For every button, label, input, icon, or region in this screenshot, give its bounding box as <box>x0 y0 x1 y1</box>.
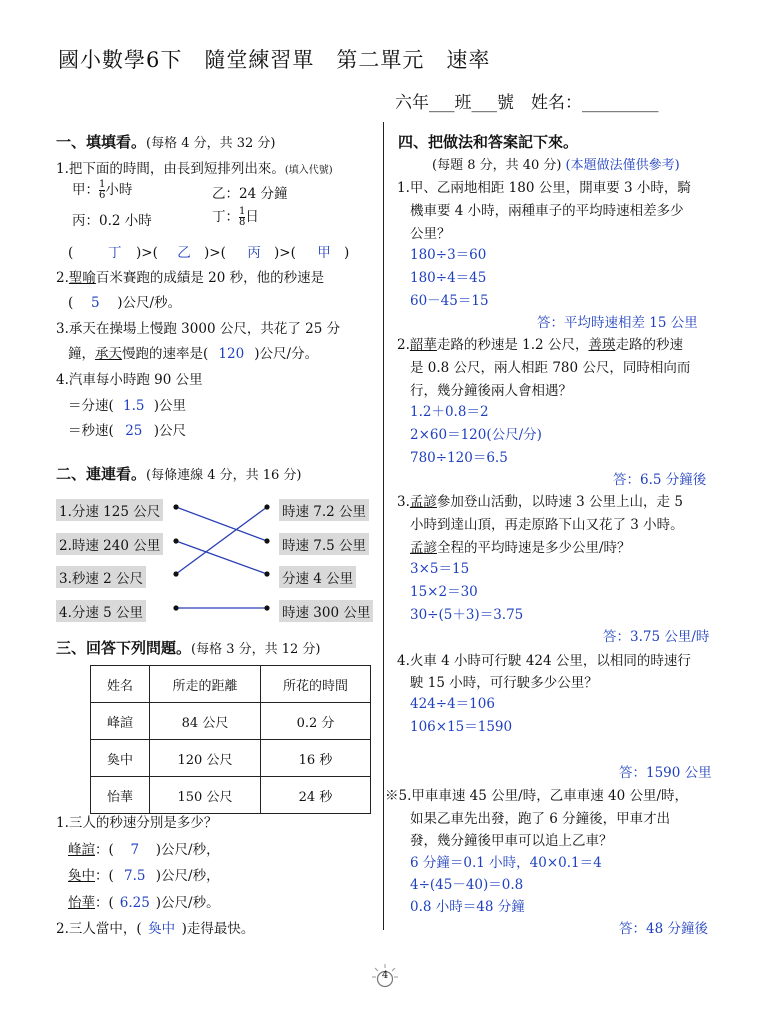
page-number: 4 <box>381 970 389 981</box>
p1-line: 公里？ <box>410 226 451 242</box>
table-cell: 怡華 <box>91 777 150 814</box>
s3-answer-1-name: 峰諠 <box>68 842 95 858</box>
right-item-3[interactable]: 分速 4 公里 <box>279 566 356 588</box>
p5-work: 0.8 小時＝48 分鐘 <box>410 899 525 915</box>
s3-answer-3 <box>68 891 220 911</box>
s1-q4-a-unit: )公里 <box>153 398 187 414</box>
section-2-note: (每條連線 4 分，共 16 分) <box>146 468 302 483</box>
name-line: 六年___班___號 姓名：_________ <box>395 93 659 113</box>
s3-answer-2-name: 奐中 <box>68 868 95 884</box>
s3-answer-1 <box>68 838 220 858</box>
s3-answer-3-name: 怡華 <box>68 895 95 911</box>
match-line <box>176 507 267 574</box>
s1-q4: 4.汽車每小時跑 90 公里 <box>56 372 203 388</box>
s1-q4-b-label: ＝秒速( <box>68 423 114 439</box>
fraction-denominator: 8 <box>239 217 246 228</box>
right-item-4[interactable]: 時速 300 公里 <box>279 600 373 622</box>
right-item-2[interactable]: 時速 7.5 公里 <box>279 533 369 555</box>
section-3-title <box>56 637 321 658</box>
section-3-note: (每格 3 分，共 12 分) <box>191 642 321 657</box>
option-a-label: 甲： <box>72 182 99 198</box>
p4-line: 4.火車 4 小時可行駛 424 公里，以相同的時速行 <box>397 653 691 669</box>
match-dot[interactable] <box>173 538 178 543</box>
s3-q2-pre: 2.三人當中，( <box>56 921 142 937</box>
p2-work: 1.2＋0.8＝2 <box>410 404 489 420</box>
option-d-unit: 日 <box>245 209 259 225</box>
p3-name: 孟諺 <box>409 494 437 510</box>
section-4-title: 四、把做法和答案記下來。 <box>398 133 579 151</box>
p2-number: 2. <box>397 337 410 353</box>
p4-work: 424÷4＝106 <box>410 696 495 712</box>
table-cell: 24 秒 <box>261 777 371 814</box>
s1-q2-unit: )公尺/秒。 <box>117 295 182 311</box>
p2-text-b: 走路的秒速 <box>615 337 683 353</box>
s3-q2 <box>56 917 254 937</box>
p3-name-2: 孟諺 <box>410 540 437 556</box>
s3-answer-1-unit: )公尺/秒， <box>155 842 220 858</box>
left-item-2[interactable]: 2.時速 240 公里 <box>56 533 163 555</box>
p5-line: 如果乙車先出發，跑了 6 分鐘後，甲車才出 <box>410 811 671 827</box>
p2-work: 780÷120＝6.5 <box>410 450 508 466</box>
p3-line1 <box>397 490 683 510</box>
s3-q2-post: )走得最快。 <box>181 921 255 937</box>
p2-name-2: 善瑛 <box>588 337 616 353</box>
option-d-label: 丁： <box>212 209 239 225</box>
s1-q2-name: 聖喻 <box>68 270 96 286</box>
s3-answer-2 <box>68 864 220 884</box>
p3-work: 15×2＝30 <box>410 584 478 600</box>
fraction-numerator: 1 <box>99 179 106 190</box>
s1-q4-b-answer: 25 <box>125 423 143 439</box>
s3-answer-3-value: 6.25 <box>119 895 150 911</box>
s3-answer-1-value: 7 <box>130 842 140 858</box>
option-a-unit: 小時 <box>105 182 133 198</box>
s1-q4-b-unit: )公尺 <box>153 423 187 439</box>
s1-q2-number: 2. <box>56 270 69 286</box>
p4-work: 106×15＝1590 <box>410 719 513 735</box>
p5-answer: 答：48 分鐘後 <box>619 921 708 937</box>
s3-answer-3-pre: ：( <box>95 895 114 911</box>
left-item-3[interactable]: 3.秒速 2 公尺 <box>56 566 146 588</box>
p3-line3 <box>410 536 631 556</box>
s1-q3-unit: )公尺/分。 <box>254 346 319 362</box>
section-3-heading: 三、回答下列問題。 <box>56 639 192 657</box>
match-dot[interactable] <box>173 571 178 576</box>
p2-line: 是 0.8 公尺，兩人相距 780 公尺，同時相向而 <box>410 360 691 376</box>
match-dot[interactable] <box>264 605 269 610</box>
s1-q3-answer: 120 <box>218 346 245 362</box>
p5-work: 4÷(45－40)＝0.8 <box>410 877 524 893</box>
p4-line: 駛 15 小時，可行駛多少公里？ <box>410 675 598 691</box>
p3-question: 全程的平均時速是多少公里/時？ <box>437 540 631 556</box>
s3-answer-2-value: 7.5 <box>124 868 146 884</box>
s1-q1-note: (填入代號) <box>284 165 333 176</box>
p3-answer: 答：3.75 公里/時 <box>603 629 710 645</box>
table-row <box>91 703 371 740</box>
p3-work: 3×5＝15 <box>410 561 470 577</box>
match-dot[interactable] <box>264 504 269 509</box>
p5-line: ※5.甲車車速 45 公里/時，乙車車速 40 公里/時， <box>385 788 688 804</box>
match-dot[interactable] <box>264 538 269 543</box>
p3-number: 3. <box>397 494 410 510</box>
fraction-denominator: 6 <box>99 190 106 201</box>
left-item-4[interactable]: 4.分速 5 公里 <box>56 600 146 622</box>
table-row <box>91 740 371 777</box>
s1-q4-a-label: ＝分速( <box>68 398 114 414</box>
section-4-note <box>432 154 680 173</box>
p4-answer: 答：1590 公里 <box>619 765 712 781</box>
section-1-heading: 一、填填看。 <box>56 133 147 151</box>
p3-work: 30÷(5＋3)＝3.75 <box>410 607 524 623</box>
table-header-row <box>91 666 371 703</box>
p2-answer: 答：6.5 分鐘後 <box>613 472 707 488</box>
section-1-note: (每格 4 分，共 32 分) <box>146 136 276 151</box>
order-answer-1: 丁 <box>108 245 122 261</box>
order-answer: ( 丁 )>( 乙 )>( 丙 )>( 甲 ) <box>68 241 349 261</box>
match-group <box>173 504 269 610</box>
table-cell: 16 秒 <box>261 740 371 777</box>
p2-line: 行，幾分鐘後兩人會相遇？ <box>410 383 572 399</box>
match-line <box>176 541 267 574</box>
p2-text-a: 走路的秒速是 1.2 公尺， <box>436 337 589 353</box>
s1-q4-a-answer: 1.5 <box>123 398 145 414</box>
section-2-heading: 二、連連看。 <box>56 465 147 483</box>
page-title: 國小數學6下 隨堂練習單 第二單元 速率 <box>58 48 491 72</box>
p2-name-1: 韶華 <box>409 337 437 353</box>
table-cell: 峰諠 <box>91 703 150 740</box>
section-4-note-score: (每題 8 分，共 40 分) <box>432 158 562 173</box>
option-c: 丙：0.2 小時 <box>72 213 152 229</box>
match-dot[interactable] <box>264 571 269 576</box>
fraction-numerator: 1 <box>239 206 246 217</box>
match-dot[interactable] <box>173 504 178 509</box>
s1-q3-text-a: 鐘， <box>68 346 95 362</box>
table-cell: 150 公尺 <box>150 777 261 814</box>
p1-work: 60－45＝15 <box>410 293 489 309</box>
s3-q1: 1.三人的秒速分別是多少？ <box>56 815 218 831</box>
table-cell: 120 公尺 <box>150 740 261 777</box>
s1-q1-text: 1.把下面的時間，由長到短排列出來。 <box>56 161 285 177</box>
s3-answer-3-unit: )公尺/秒。 <box>155 895 220 911</box>
match-dot[interactable] <box>173 605 178 610</box>
order-answer-2: 乙 <box>177 245 191 261</box>
p1-line: 機車要 4 小時，兩種車子的平均時速相差多少 <box>410 203 684 219</box>
p2-work: 2×60＝120(公尺/分) <box>410 427 542 443</box>
s1-q3-name: 承天 <box>95 346 122 362</box>
p1-line: 1.甲、乙兩地相距 180 公里，開車要 3 小時，騎 <box>397 180 691 196</box>
left-item-1[interactable]: 1.分速 125 公尺 <box>56 499 163 521</box>
p5-line: 發，幾分鐘後甲車可以追上乙車？ <box>410 833 613 849</box>
p3-text: 參加登山活動，以時速 3 公里上山，走 5 <box>436 494 683 510</box>
option-b: 乙：24 分鐘 <box>212 186 288 202</box>
table-cell: 奐中 <box>91 740 150 777</box>
table-header: 所花的時間 <box>261 666 371 703</box>
order-answer-3: 丙 <box>247 245 261 261</box>
table-header: 姓名 <box>91 666 150 703</box>
p1-answer: 答：平均時速相差 15 公里 <box>537 315 698 331</box>
s1-q2-answer: 5 <box>90 295 100 311</box>
p3-line2: 小時到達山頂，再走原路下山又花了 3 小時。 <box>410 517 684 533</box>
s1-q2-text: 百米賽跑的成績是 20 秒，他的秒速是 <box>95 270 325 286</box>
s1-q3-text-b: 慢跑的速率是( <box>122 346 209 362</box>
s1-q2-answer-line: ( 5 )公尺/秒。 <box>68 295 182 311</box>
right-item-1[interactable]: 時速 7.2 公里 <box>279 499 369 521</box>
table-row <box>91 777 371 814</box>
s3-answer-1-pre: ：( <box>95 842 114 858</box>
s3-q2-answer: 奐中 <box>148 921 176 937</box>
order-answer-4: 甲 <box>317 245 331 261</box>
p1-work: 180÷3＝60 <box>410 247 487 263</box>
table-cell: 84 公尺 <box>150 703 261 740</box>
match-line <box>176 507 267 541</box>
section-4-note-reference: (本題做法僅供參考) <box>565 158 680 173</box>
p2-line1 <box>397 333 683 353</box>
s3-answer-2-unit: )公尺/秒， <box>155 868 220 884</box>
s3-answer-2-pre: ：( <box>95 868 114 884</box>
p1-work: 180÷4＝45 <box>410 270 487 286</box>
table-cell: 0.2 分 <box>261 703 371 740</box>
table-header: 所走的距離 <box>150 666 261 703</box>
s1-q3-line1: 3.承天在操場上慢跑 3000 公尺，共花了 25 分 <box>56 321 341 337</box>
distance-time-table <box>90 665 371 814</box>
p5-work: 6 分鐘＝0.1 小時，40×0.1＝4 <box>410 855 602 871</box>
